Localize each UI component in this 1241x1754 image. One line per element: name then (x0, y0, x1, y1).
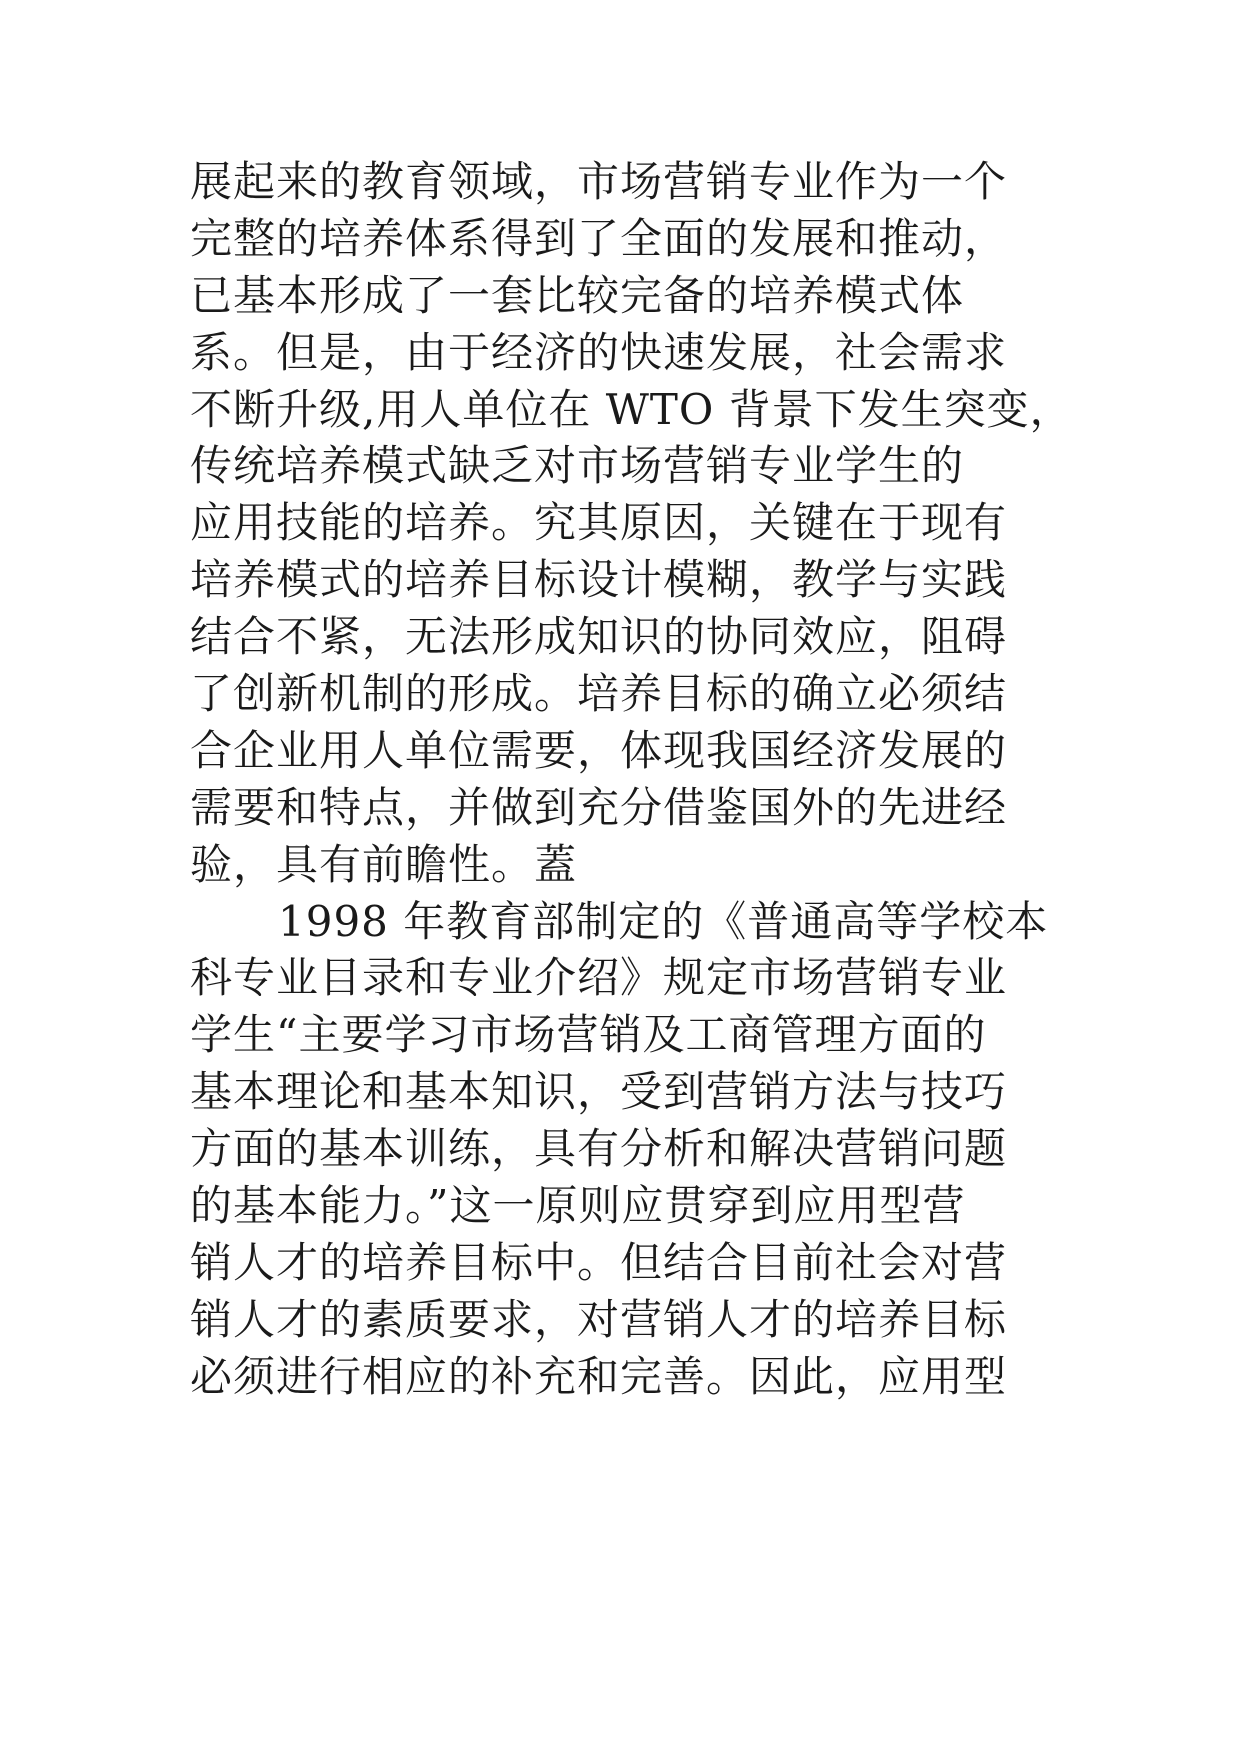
text-line: 学生“主要学习市场营销及工商管理方面的 (190, 1010, 987, 1060)
document-body-text (190, 154, 1090, 1406)
text-line: 系。但是，由于经济的快速发展，社会需求 (190, 327, 1008, 377)
text-line: 验，具有前瞻性。蓋 (190, 839, 578, 889)
text-line: 1998 年教育部制定的《普通高等学校本 (278, 896, 1049, 946)
text-line: 需要和特点，并做到充分借鉴国外的先进经 (190, 782, 1008, 832)
text-line: 的基本能力。”这一原则应贯穿到应用型营 (190, 1181, 966, 1231)
text-line: 展起来的教育领域，市场营销专业作为一个 (190, 157, 1008, 206)
text-line: 应用技能的培养。究其原因，关键在于现有 (190, 498, 1008, 548)
text-line: 传统培养模式缺乏对市场营销专业学生的 (190, 441, 965, 491)
text-line: 培养模式的培养目标设计模糊，教学与实践 (190, 555, 1008, 605)
text-line: 完整的培养体系得到了全面的发展和推动， (190, 213, 1008, 263)
text-line: 合企业用人单位需要，体现我国经济发展的 (190, 725, 1008, 775)
text-line: 销人才的培养目标中。但结合目前社会对营 (190, 1237, 1008, 1287)
text-line: 不断升级,用人单位在 WTO 背景下发生突变， (190, 384, 1073, 434)
text-line: 结合不紧，无法形成知识的协同效应，阻碍 (190, 612, 1008, 662)
paragraph-2 (190, 894, 1090, 1406)
text-line: 已基本形成了一套比较完备的培养模式体 (190, 270, 965, 320)
text-line: 方面的基本训练，具有分析和解决营销问题 (190, 1124, 1008, 1174)
paragraph-1 (190, 154, 1090, 894)
text-line: 了创新机制的形成。培养目标的确立必须结 (190, 669, 1008, 719)
text-line: 销人才的素质要求，对营销人才的培养目标 (190, 1294, 1008, 1344)
text-line: 必须进行相应的补充和完善。因此，应用型 (190, 1351, 1008, 1401)
text-line: 科专业目录和专业介绍》规定市场营销专业 (190, 953, 1008, 1003)
text-line: 基本理论和基本知识，受到营销方法与技巧 (190, 1067, 1008, 1117)
